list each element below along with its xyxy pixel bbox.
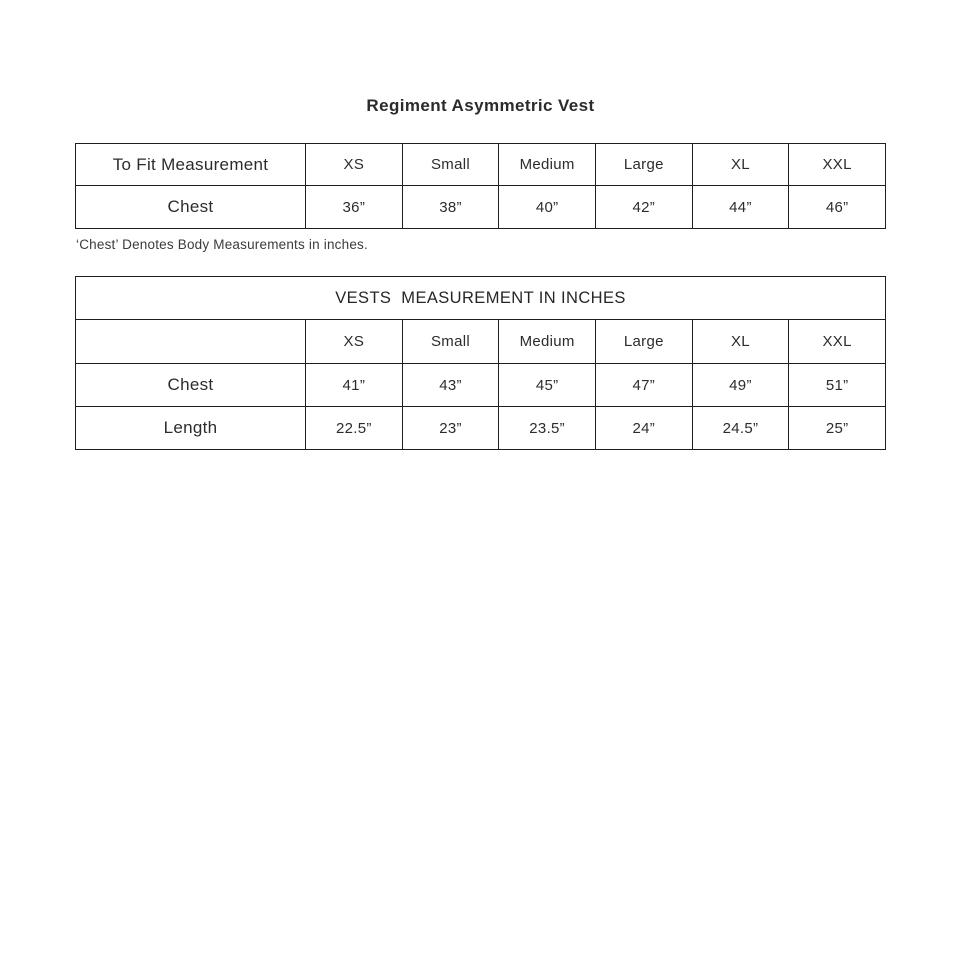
vest-size-header-large: Large [595, 320, 692, 364]
size-header-xxl: XXL [789, 144, 886, 186]
vest-chest-large: 47” [595, 364, 692, 407]
fit-measurement-table [75, 143, 886, 229]
vest-chest-xl: 49” [692, 364, 789, 407]
fit-chest-medium: 40” [499, 186, 596, 229]
size-header-medium: Medium [499, 144, 596, 186]
table-row [76, 144, 886, 186]
table-row [76, 277, 886, 320]
vest-table-title: VESTS MEASUREMENT IN INCHES [76, 277, 886, 320]
vest-size-header-xl: XL [692, 320, 789, 364]
vest-chest-medium: 45” [499, 364, 596, 407]
table-row [76, 186, 886, 229]
vest-chest-xxl: 51” [789, 364, 886, 407]
vest-size-header-medium: Medium [499, 320, 596, 364]
vest-size-header-xs: XS [306, 320, 403, 364]
size-header-small: Small [402, 144, 499, 186]
fit-chest-xs: 36” [306, 186, 403, 229]
page-title: Regiment Asymmetric Vest [366, 96, 595, 115]
fit-header-label: To Fit Measurement [76, 144, 306, 186]
vest-length-xs: 22.5” [306, 407, 403, 450]
vest-length-medium: 23.5” [499, 407, 596, 450]
fit-chest-large: 42” [595, 186, 692, 229]
vest-length-label: Length [76, 407, 306, 450]
fit-chest-xl: 44” [692, 186, 789, 229]
size-header-large: Large [595, 144, 692, 186]
vest-size-header-small: Small [402, 320, 499, 364]
table-row [76, 320, 886, 364]
vest-size-header-xxl: XXL [789, 320, 886, 364]
size-header-xl: XL [692, 144, 789, 186]
fit-chest-label: Chest [76, 186, 306, 229]
fit-chest-xxl: 46” [789, 186, 886, 229]
spacer [75, 252, 886, 276]
vest-chest-small: 43” [402, 364, 499, 407]
chest-footnote: ‘Chest’ Denotes Body Measurements in inches. [76, 237, 368, 252]
vest-empty-cell [76, 320, 306, 364]
table-row [76, 407, 886, 450]
vest-length-large: 24” [595, 407, 692, 450]
fit-chest-small: 38” [402, 186, 499, 229]
table-row [76, 364, 886, 407]
vest-chest-xs: 41” [306, 364, 403, 407]
vest-length-small: 23” [402, 407, 499, 450]
vest-measurement-table [75, 276, 886, 450]
vest-chest-label: Chest [76, 364, 306, 407]
size-chart-page [0, 0, 960, 450]
size-header-xs: XS [306, 144, 403, 186]
vest-length-xl: 24.5” [692, 407, 789, 450]
vest-length-xxl: 25” [789, 407, 886, 450]
